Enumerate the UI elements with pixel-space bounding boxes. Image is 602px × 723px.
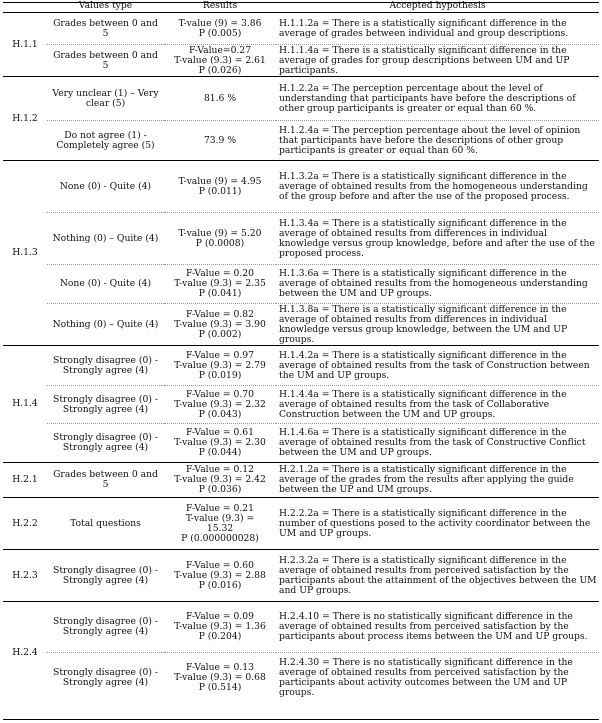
results-cell: F-Value = 0.97 T-value (9.3) = 2.79 P (0.019) (164, 346, 276, 386)
table-row (3, 213, 599, 265)
results-cell: F-Value = 0.20 T-value (9.3) = 2.35 P (0.041) (164, 265, 276, 304)
table-row (3, 45, 599, 77)
hypothesis-id-cell: H.1.3 (3, 161, 47, 346)
results-cell: T-value (9) = 4.95 P (0.011) (164, 161, 276, 213)
results-cell: F-Value = 0.60 T-value (9.3) = 2.88 P (0.016) (164, 550, 276, 602)
hypothesis-id-cell: H.1.1 (3, 13, 47, 77)
table-row (3, 653, 599, 704)
accepted-hypothesis-cell: H.1.4.6a = There is a statistically significant difference in the average of obtained results from the task of Constructive Conflict between the UM and UP groups. (276, 424, 599, 463)
table-row (3, 498, 599, 550)
accepted-hypothesis-cell: H.2.1.2a = There is a statistically significant difference in the average of the grades from the results after applying the guide between the UP and UM groups. (276, 463, 599, 498)
table-row (3, 304, 599, 346)
values-type-cell: Nothing (0) – Quite (4) (47, 304, 164, 346)
values-type-cell: Strongly disagree (0) - Strongly agree (4) (47, 602, 164, 653)
results-cell: F-Value=0.27 T-value (9.3) = 2.61 P (0.026) (164, 45, 276, 77)
accepted-hypothesis-cell: H.2.4.10 = There is no statistically significant difference in the average of obtained results from perceived satisfaction by the participants about process items between the UM and UP groups. (276, 602, 599, 653)
hypothesis-results-table (3, 0, 599, 704)
table-row (3, 424, 599, 463)
values-type-cell: Strongly disagree (0) - Strongly agree (4) (47, 346, 164, 386)
results-cell: F-Value = 0.09 T-value (9.3) = 1.36 P (0.204) (164, 602, 276, 653)
table-bottom-rule (3, 719, 599, 720)
table-row (3, 602, 599, 653)
results-cell: F-Value = 0.82 T-value (9.3) = 3.90 P (0.002) (164, 304, 276, 346)
table-row (3, 265, 599, 304)
results-cell: F-Value = 0.61 T-value (9.3) = 2.30 P (0.044) (164, 424, 276, 463)
accepted-hypothesis-cell: H.1.4.2a = There is a statistically significant difference in the average of obtained results from the task of Construction between the UM and UP groups. (276, 346, 599, 386)
results-cell: F-Value = 0.12 T-value (9.3) = 2.42 P (0.036) (164, 463, 276, 498)
hypothesis-id-cell: H.1.2 (3, 77, 47, 161)
values-type-cell: Nothing (0) – Quite (4) (47, 213, 164, 265)
table-row (3, 386, 599, 424)
accepted-hypothesis-cell: H.1.2.2a = The perception percentage about the level of understanding that participants have before the descriptions of other group participants is greater or equal than 60 %. (276, 77, 599, 121)
accepted-hypothesis-cell: H.2.2.2a = There is a statistically significant difference in the number of questions posed to the activity coordinator between the UM and UP groups. (276, 498, 599, 550)
values-type-cell: Do not agree (1) - Completely agree (5) (47, 121, 164, 161)
table-row (3, 161, 599, 213)
values-type-cell: Very unclear (1) – Very clear (5) (47, 77, 164, 121)
values-type-cell: Strongly disagree (0) - Strongly agree (4) (47, 550, 164, 602)
results-cell: T-value (9) = 5.20 P (0.0008) (164, 213, 276, 265)
accepted-hypothesis-cell: H.1.1.4a = There is a statistically significant difference in the average of grades for group descriptions between UM and UP participants. (276, 45, 599, 77)
values-type-cell: Grades between 0 and 5 (47, 463, 164, 498)
accepted-hypothesis-cell: H.1.4.4a = There is a statistically significant difference in the average of obtained results from the task of Collaborative Construction between the UM and UP groups. (276, 386, 599, 424)
table-row (3, 463, 599, 498)
values-type-cell: Strongly disagree (0) - Strongly agree (4) (47, 424, 164, 463)
accepted-hypothesis-cell: H.2.3.2a = There is a statistically significant difference in the average of obtained results from perceived satisfaction by the participants about the attainment of the objectives between the UM and UP groups. (276, 550, 599, 602)
values-type-cell: Grades between 0 and 5 (47, 13, 164, 45)
accepted-hypothesis-cell: H.1.3.6a = There is a statistically significant difference in the average of obtained results from the homogeneous understanding between the UM and UP groups. (276, 265, 599, 304)
hypothesis-id-cell: H.2.2 (3, 498, 47, 550)
header-accepted-hypothesis: Accepted hypothesis (276, 0, 599, 13)
table-row (3, 550, 599, 602)
values-type-cell: None (0) - Quite (4) (47, 161, 164, 213)
values-type-cell: Strongly disagree (0) - Strongly agree (4) (47, 653, 164, 704)
values-type-cell: Grades between 0 and 5 (47, 45, 164, 77)
table-row (3, 13, 599, 45)
table-row (3, 77, 599, 121)
hypothesis-id-cell: H.2.3 (3, 550, 47, 602)
values-type-cell: Strongly disagree (0) - Strongly agree (4) (47, 386, 164, 424)
table-body (3, 13, 599, 704)
values-type-cell: Total questions (47, 498, 164, 550)
hypothesis-id-cell: H.1.4 (3, 346, 47, 463)
accepted-hypothesis-cell: H.1.3.4a = There is a statistically significant difference in the average of obtained results from differences in individual knowledge versus group knowledge, before and after the use of the proposed process. (276, 213, 599, 265)
values-type-cell: None (0) - Quite (4) (47, 265, 164, 304)
hypothesis-id-cell: H.2.1 (3, 463, 47, 498)
header-results: Results (164, 0, 276, 13)
accepted-hypothesis-cell: H.1.1.2a = There is a statistically significant difference in the average of grades between individual and group descriptions. (276, 13, 599, 45)
header-values-type: Values type (47, 0, 164, 13)
table-top-rule (3, 2, 599, 3)
results-cell: 81.6 % (164, 77, 276, 121)
accepted-hypothesis-cell: H.1.3.2a = There is a statistically significant difference in the average of obtained results from the homogeneous understanding of the group before and after the use of the proposed process. (276, 161, 599, 213)
results-cell: F-Value = 0.21 T-value (9.3) = 15.32 P (0.000000028) (164, 498, 276, 550)
hypothesis-id-cell: H.2.4 (3, 602, 47, 704)
results-cell: 73.9 % (164, 121, 276, 161)
accepted-hypothesis-cell: H.1.2.4a = The perception percentage about the level of opinion that participants have before the descriptions of other group participants is greater or equal than 60 %. (276, 121, 599, 161)
results-cell: F-Value = 0.13 T-value (9.3) = 0.68 P (0.514) (164, 653, 276, 704)
table-row (3, 346, 599, 386)
results-cell: F-Value = 0.70 T-value (9.3) = 2.32 P (0.043) (164, 386, 276, 424)
accepted-hypothesis-cell: H.1.3.8a = There is a statistically significant difference in the average of obtained results from differences in individual knowledge versus group knowledge, between the UM and UP groups. (276, 304, 599, 346)
table-row (3, 121, 599, 161)
results-cell: T-value (9) = 3.86 P (0.005) (164, 13, 276, 45)
accepted-hypothesis-cell: H.2.4.30 = There is no statistically significant difference in the average of obtained results from perceived satisfaction by the participants about activity outcomes between the UM and UP groups. (276, 653, 599, 704)
